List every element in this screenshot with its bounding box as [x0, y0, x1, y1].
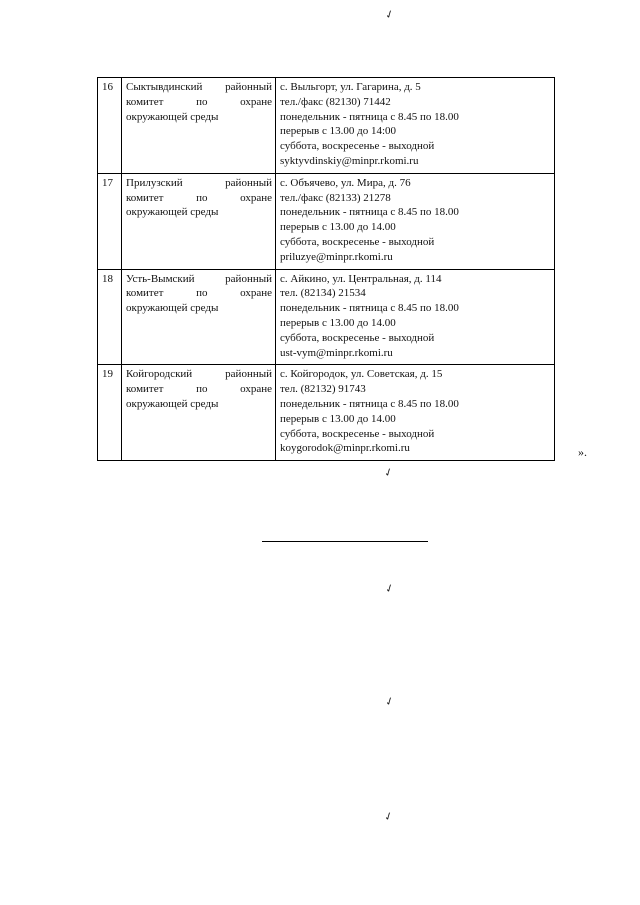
scan-checkmark: ✓	[382, 809, 396, 825]
committee-name-word: комитет	[126, 383, 164, 396]
working-hours: понедельник - пятница с 8.45 по 18.00	[280, 206, 459, 219]
address: с. Объячево, ул. Мира, д. 76	[280, 176, 411, 189]
committee-name	[122, 269, 276, 365]
table-row	[98, 269, 555, 365]
lunch-break: перерыв с 13.00 до 14.00	[280, 412, 396, 425]
table-body	[98, 78, 555, 461]
committee-name-word: районный	[225, 81, 272, 93]
contact-info	[276, 173, 555, 269]
weekend-days: суббота, воскресенье - выходной	[280, 427, 435, 440]
committee-name-word: по	[196, 95, 208, 108]
lunch-break: перерыв с 13.00 до 14.00	[280, 221, 396, 234]
weekend-days: суббота, воскресенье - выходной	[280, 235, 435, 248]
committee-name-word: комитет	[126, 95, 164, 108]
contact-info	[276, 365, 555, 461]
committee-name-word: районный	[225, 176, 272, 189]
address: с. Айкино, ул. Центральная, д. 114	[280, 272, 442, 285]
committee-name-word: комитет	[126, 191, 164, 204]
lunch-break: перерыв с 13.00 до 14.00	[280, 316, 396, 329]
committee-name-word: Сыктывдинский	[126, 81, 203, 93]
committee-name-word: районный	[225, 368, 272, 381]
lunch-break: перерыв с 13.00 до 14:00	[280, 125, 397, 138]
weekend-days: суббота, воскресенье - выходной	[280, 331, 435, 344]
address: с. Койгородок, ул. Советская, д. 15	[280, 368, 443, 381]
committee-name-line: окружающей среды	[126, 206, 219, 219]
closing-quote: ».	[578, 445, 587, 459]
committee-name-line: окружающей среды	[126, 110, 219, 123]
phone: тел./факс (82130) 71442	[280, 95, 391, 108]
committee-name-word: Койгородский	[126, 368, 193, 381]
committee-name-line: окружающей среды	[126, 302, 219, 315]
contact-info	[276, 269, 555, 365]
working-hours: понедельник - пятница с 8.45 по 18.00	[280, 110, 459, 123]
table-row	[98, 78, 555, 174]
table-row	[98, 365, 555, 461]
committee-name-word: охране	[240, 287, 272, 300]
committee-name-word: по	[196, 287, 208, 300]
committee-name	[122, 78, 276, 174]
committee-name-word: охране	[240, 95, 272, 108]
committee-name	[122, 365, 276, 461]
working-hours: понедельник - пятница с 8.45 по 18.00	[280, 302, 459, 315]
phone: тел. (82134) 21534	[280, 287, 366, 300]
committee-name-line: окружающей среды	[126, 397, 219, 410]
committee-name	[122, 173, 276, 269]
scan-checkmark: ✓	[383, 694, 397, 710]
phone: тел./факс (82133) 21278	[280, 191, 391, 204]
row-number: 18	[98, 269, 122, 365]
table-row	[98, 173, 555, 269]
committee-name-word: по	[196, 191, 208, 204]
row-number: 16	[98, 78, 122, 174]
scan-checkmark: ✓	[383, 7, 397, 23]
address: с. Выльгорт, ул. Гагарина, д. 5	[280, 81, 421, 93]
email: ust-vym@minpr.rkomi.ru	[280, 346, 393, 359]
committee-name-word: Прилузский	[126, 176, 183, 189]
scan-checkmark: ✓	[383, 581, 397, 597]
committee-name-word: охране	[240, 191, 272, 204]
committee-name-word: по	[196, 383, 208, 396]
phone: тел. (82132) 91743	[280, 383, 366, 396]
scan-checkmark: ✓	[382, 465, 396, 481]
committee-name-word: охране	[240, 383, 272, 396]
committees-table	[97, 77, 555, 461]
email: koygorodok@minpr.rkomi.ru	[280, 442, 410, 455]
row-number: 19	[98, 365, 122, 461]
contact-info	[276, 78, 555, 174]
committee-name-word: комитет	[126, 287, 164, 300]
working-hours: понедельник - пятница с 8.45 по 18.00	[280, 397, 459, 410]
email: priluzye@minpr.rkomi.ru	[280, 250, 393, 263]
committee-name-word: районный	[225, 272, 272, 285]
row-number: 17	[98, 173, 122, 269]
separator-line	[262, 541, 428, 542]
committee-name-word: Усть-Вымский	[126, 272, 195, 285]
weekend-days: суббота, воскресенье - выходной	[280, 140, 435, 153]
email: syktyvdinskiy@minpr.rkomi.ru	[280, 154, 419, 167]
